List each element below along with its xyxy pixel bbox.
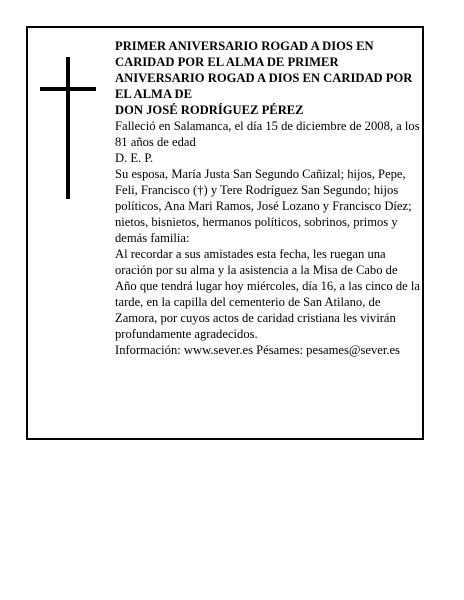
notice-text <box>115 38 421 358</box>
contact-info: Información: www.sever.es Pésames: pesames@sever.es <box>115 343 400 357</box>
cross-horizontal-bar <box>40 87 96 91</box>
rip-line: D. E. P. <box>115 151 154 165</box>
cross-vertical-bar <box>66 57 70 199</box>
death-details: Falleció en Salamanca, el día 15 de diciembre de 2008, a los 81 años de edad <box>115 119 420 149</box>
deceased-name: DON JOSÉ RODRÍGUEZ PÉREZ <box>115 103 304 117</box>
mass-invitation: Al recordar a sus amistades esta fecha, les ruegan una oración por su alma y la asistencia a la Misa de Cabo de Año que tendrá lugar hoy miércoles, día 16, a las cinco de la tarde, en la capilla del cementerio de San Atilano, de Zamora, por cuyos actos de caridad cristiana les vivirán profundamente agradecidos. <box>115 247 420 341</box>
obituary-notice <box>26 26 424 440</box>
notice-heading: PRIMER ANIVERSARIO ROGAD A DIOS EN CARIDAD POR EL ALMA DE PRIMER ANIVERSARIO ROGAD A DIOS EN CARIDAD POR EL ALMA DE <box>115 39 413 101</box>
family-list: Su esposa, María Justa San Segundo Cañizal; hijos, Pepe, Feli, Francisco (†) y Tere Rodríguez San Segundo; hijos políticos, Ana Mari Ramos, José Lozano y Francisco Díez; nietos, bisnietos, hermanos políticos, sobrinos, primos y demás familia: <box>115 167 412 245</box>
